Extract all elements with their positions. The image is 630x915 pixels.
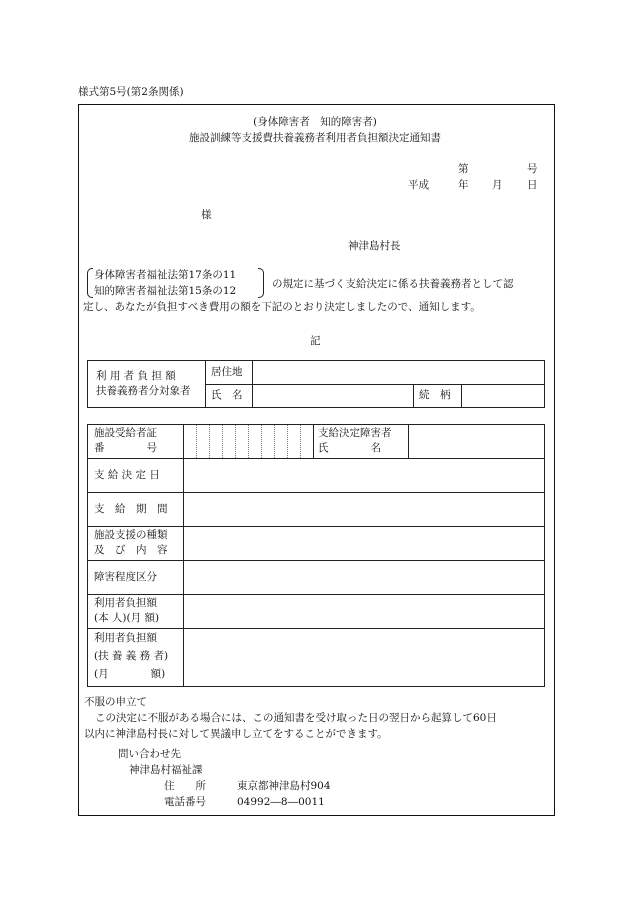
row-label-support-type-line1: 施設支援の種類: [94, 529, 168, 541]
row-label-self-burden-line1: 利用者負担額: [94, 597, 157, 609]
number-go: 号: [527, 163, 538, 175]
bracket-right-icon: [258, 268, 264, 298]
decision-person-label-line1: 支給決定障害者: [318, 427, 392, 439]
row-label-guardian-burden-line1: 利用者負担額: [94, 632, 157, 644]
appeal-text-line2: 以内に神津島村長に対して異議申し立てをすることができます。: [84, 728, 388, 740]
name-label: 氏 名: [211, 389, 243, 401]
law-ref-1: 身体障害者福祉法第17条の11: [94, 269, 237, 281]
row-label-guardian-burden-line3: (月 額): [94, 668, 166, 680]
page-title: 施設訓練等支援費扶養義務者利用者負担額決定通知書: [189, 132, 441, 144]
contact-address-value: 東京都神津島村904: [237, 780, 331, 792]
date-month: 月: [492, 179, 503, 191]
beneficiary-header-line2: 扶養義務者分対象者: [96, 385, 191, 397]
law-ref-2: 知的障害者福祉法第15条の12: [94, 285, 237, 297]
cert-number-label-line2: 番 号: [94, 442, 157, 454]
contact-department: 神津島村福祉課: [129, 764, 203, 776]
ki-mark: 記: [310, 335, 321, 347]
issuer: 神津島村長: [348, 240, 401, 252]
number-dai: 第: [458, 163, 469, 175]
row-label-guardian-burden-line2: (扶 養 義 務 者): [94, 650, 169, 662]
appeal-text-line1: この決定に不服がある場合には、この通知書を受け取った日の翌日から起算して60日: [95, 712, 497, 724]
bracket-left-icon: [87, 268, 93, 298]
body-text-line1: の規定に基づく支給決定に係る扶養義務者として認: [272, 278, 514, 290]
addressee-suffix: 様: [201, 209, 212, 221]
date-year: 年: [458, 179, 469, 191]
contact-address-label: 住 所: [164, 780, 206, 792]
row-label-period: 支 給 期 間: [94, 503, 168, 515]
appeal-heading: 不服の申立て: [84, 696, 147, 708]
form-number: 様式第5号(第2条関係): [78, 86, 184, 98]
decision-person-label-line2: 氏 名: [318, 442, 381, 454]
row-label-support-type-line2: 及 び 内 容: [94, 544, 168, 556]
contact-phone-label: 電話番号: [164, 796, 206, 808]
row-label-self-burden-line2: (本 人)(月 額): [94, 612, 160, 624]
cert-number-label-line1: 施設受給者証: [94, 427, 157, 439]
date-day: 日: [527, 179, 538, 191]
title-subtitle: (身体障害者 知的障害者): [253, 116, 377, 128]
contact-phone-value: 04992―8―0011: [237, 796, 325, 808]
row-label-disability-level: 障害程度区分: [94, 571, 157, 583]
body-text-line2: 定し、あなたが負担すべき費用の額を下記のとおり決定しましたので、通知します。: [83, 301, 481, 313]
beneficiary-header-line1: 利 用 者 負 担 額: [96, 370, 176, 382]
row-label-decision-date: 支 給 決 定 日: [94, 469, 160, 481]
notice-document: [78, 104, 555, 816]
address-label: 居住地: [211, 366, 243, 378]
date-era: 平成: [408, 179, 429, 191]
contact-heading: 問い合わせ先: [118, 748, 181, 760]
relation-label: 続 柄: [419, 389, 451, 401]
